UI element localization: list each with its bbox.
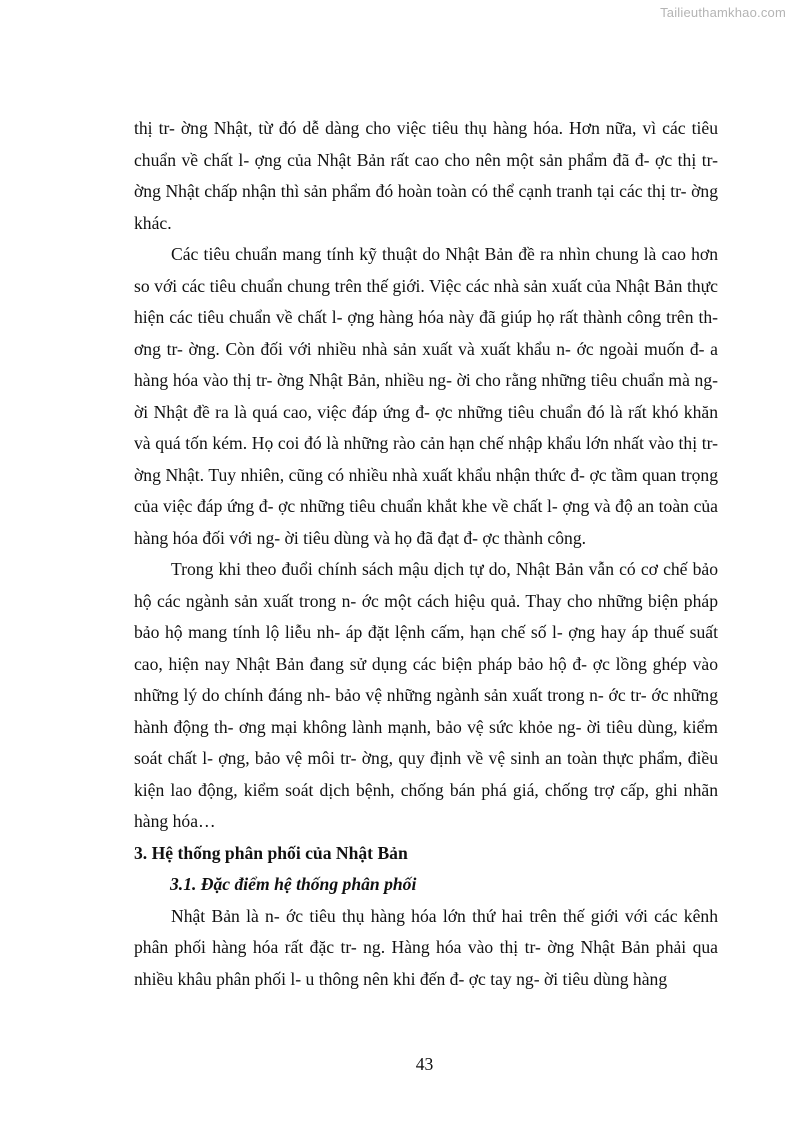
paragraph-protection: Trong khi theo đuổi chính sách mậu dịch tự do, Nhật Bản vẫn có cơ chế bảo hộ các ngành sản xuất trong n- ớc một cách hiệu quả. Thay cho những biện pháp bảo hộ mang tính lộ liễu nh- áp đặt lệnh cấm, hạn chế số l- ợng hay áp thuế suất cao, hiện nay Nhật Bản đang sử dụng các biện pháp bảo hộ đ- ợc lồng ghép vào những lý do chính đáng nh- bảo vệ những ngành sản xuất trong n- ớc tr- ớc những hành động th- ơng mại không lành mạnh, bảo vệ sức khỏe ng- ời tiêu dùng, kiểm soát chất l- ợng, bảo vệ môi tr- ờng, quy định về vệ sinh an toàn thực phẩm, điều kiện lao động, kiểm soát dịch bệnh, chống bán phá giá, chống trợ cấp, ghi nhãn hàng hóa… <box>134 559 718 831</box>
document-body <box>134 113 718 995</box>
paragraph-continuation: thị tr- ờng Nhật, từ đó dễ dàng cho việc tiêu thụ hàng hóa. Hơn nữa, vì các tiêu chuẩn về chất l- ợng của Nhật Bản rất cao cho nên một sản phẩm đã đ- ợc thị tr- ờng Nhật chấp nhận thì sản phẩm đó hoàn toàn có thể cạnh tranh tại các thị tr- ờng khác. <box>134 118 718 233</box>
page-number: 43 <box>415 1054 434 1074</box>
section-heading: 3. Hệ thống phân phối của Nhật Bản <box>134 842 408 863</box>
subsection-heading: 3.1. Đặc điểm hệ thống phân phối <box>170 874 417 894</box>
watermark: Tailieuthamkhao.com <box>660 5 786 20</box>
paragraph-distribution: Nhật Bản là n- ớc tiêu thụ hàng hóa lớn thứ hai trên thế giới với các kênh phân phối hàng hóa rất đặc tr- ng. Hàng hóa vào thị tr- ờng Nhật Bản phải qua nhiều khâu phân phối l- u thông nên khi đến đ- ợc tay ng- ời tiêu dùng hàng <box>134 905 718 989</box>
paragraph-standards: Các tiêu chuẩn mang tính kỹ thuật do Nhật Bản đề ra nhìn chung là cao hơn so với các tiêu chuẩn chung trên thế giới. Việc các nhà sản xuất của Nhật Bản thực hiện các tiêu chuẩn về chất l- ợng hàng hóa này đã giúp họ rất thành công trên th- ơng tr- ờng. Còn đối với nhiều nhà sản xuất và xuất khẩu n- ớc ngoài muốn đ- a hàng hóa vào thị tr- ờng Nhật Bản, nhiều ng- ời cho rằng những tiêu chuẩn mà ng- ời Nhật đề ra là quá cao, việc đáp ứng đ- ợc những tiêu chuẩn đó là rất khó khăn và quá tốn kém. Họ coi đó là những rào cản hạn chế nhập khẩu lớn nhất vào thị tr- ờng Nhật. Tuy nhiên, cũng có nhiều nhà xuất khẩu nhận thức đ- ợc tầm quan trọng của việc đáp ứng đ- ợc những tiêu chuẩn khắt khe về chất l- ợng và độ an toàn của hàng hóa đối với ng- ời tiêu dùng và họ đã đạt đ- ợc thành công. <box>134 244 718 548</box>
